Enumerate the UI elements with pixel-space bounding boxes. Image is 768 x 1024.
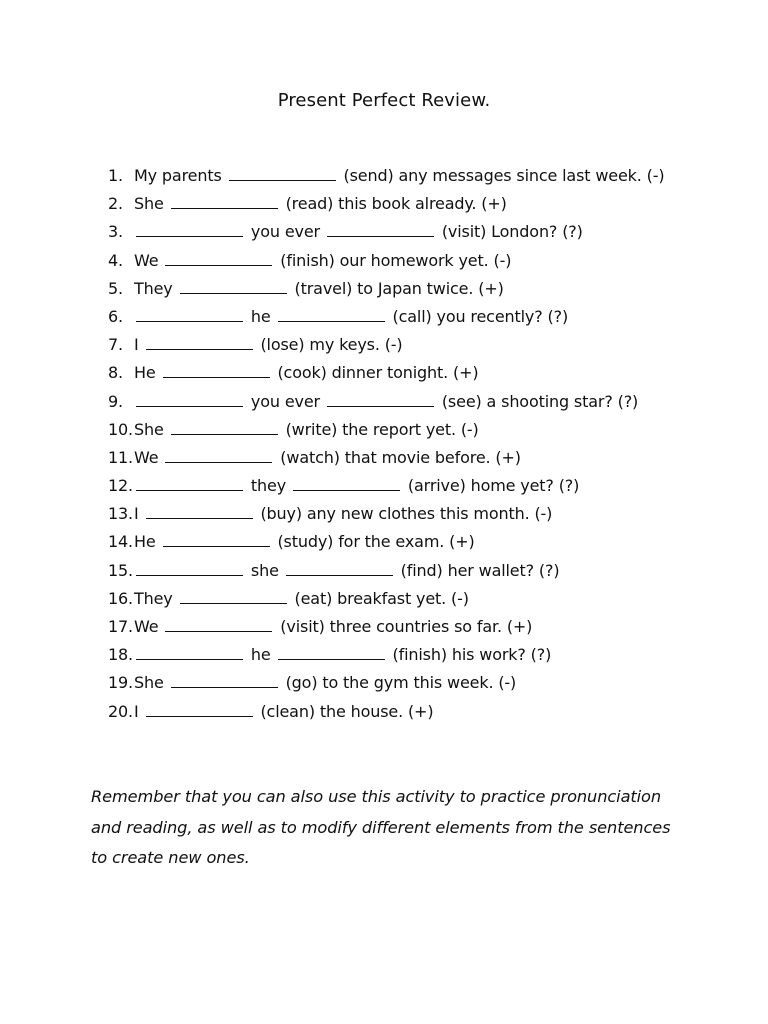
exercise-item [108,362,664,390]
sentence-text: She [134,194,169,214]
exercise-item [108,334,664,362]
sentence-text: (find) her wallet? (?) [395,560,560,580]
sentence-text: (write) the report yet. (-) [280,419,479,439]
answer-blank [171,674,278,688]
exercise-number: 17. [108,617,133,636]
answer-blank [163,364,270,378]
exercise-number: 19. [108,673,133,693]
exercise-number: 2. [108,194,123,214]
sentence-text: They [134,588,178,608]
exercise-number: 11. [108,447,133,467]
answer-blank [165,252,272,266]
answer-blank [180,590,287,604]
exercise-number: 5. [108,278,123,298]
exercise-number: 6. [108,306,123,326]
answer-blank [136,223,243,237]
sentence-text: they [246,476,291,496]
answer-blank [171,421,278,435]
sentence-text: I [134,335,144,355]
sentence-text: (watch) that movie before. (+) [275,447,521,467]
exercise-number: 16. [108,588,133,608]
exercise-item [108,221,664,249]
exercise-item [108,306,664,334]
sentence-text: (visit) London? (?) [436,222,583,242]
exercise-number: 13. [108,504,133,524]
exercise-list [108,165,664,729]
exercise-item [108,588,664,616]
exercise-number: 20. [108,701,133,721]
exercise-item [108,391,664,419]
exercise-number: 15. [108,560,133,580]
answer-blank [146,336,253,350]
exercise-number: 12. [108,476,133,496]
answer-blank [180,280,287,294]
answer-blank [171,195,278,209]
exercise-number: 1. [108,166,123,185]
answer-blank [278,308,385,322]
sentence-text: (study) for the exam. (+) [272,532,475,552]
exercise-item [108,193,664,221]
exercise-number: 10. [108,419,133,439]
sentence-text: They [134,278,178,298]
sentence-text: (cook) dinner tonight. (+) [272,363,479,383]
sentence-text: (clean) the house. (+) [255,701,434,721]
exercise-item [108,419,664,447]
sentence-text: he [246,306,276,326]
exercise-item [108,278,664,306]
exercise-number: 4. [108,250,123,270]
sentence-text: We [134,250,164,270]
exercise-item [108,672,664,700]
sentence-text: We [134,447,164,467]
sentence-text: She [134,419,169,439]
answer-blank [146,505,253,519]
answer-blank [146,703,253,717]
sentence-text: (read) this book already. (+) [280,194,507,214]
answer-blank [136,477,243,491]
sentence-text: We [134,617,164,636]
answer-blank [163,533,270,547]
page-title: Present Perfect Review. [277,90,491,111]
exercise-number: 14. [108,532,133,552]
answer-blank [136,308,243,322]
sentence-text: He [134,363,161,383]
sentence-text: My parents [134,166,227,185]
exercise-item [108,475,664,503]
sentence-text: (arrive) home yet? (?) [403,476,580,496]
answer-blank [293,477,400,491]
sentence-text: (see) a shooting star? (?) [436,391,639,411]
answer-blank [136,646,243,660]
answer-blank [136,562,243,576]
sentence-text: (call) you recently? (?) [387,306,569,326]
sentence-text: (finish) his work? (?) [387,645,552,665]
exercise-item [108,503,664,531]
sentence-text: (send) any messages since last week. (-) [338,166,665,185]
answer-blank [278,646,385,660]
answer-blank [229,167,336,181]
exercise-item [108,560,664,588]
answer-blank [327,223,434,237]
exercise-item [108,250,664,278]
sentence-text: she [246,560,284,580]
sentence-text: he [246,645,276,665]
sentence-text: you ever [246,222,325,242]
sentence-text: I [134,701,144,721]
answer-blank [286,562,393,576]
exercise-number: 18. [108,645,133,665]
sentence-text: (finish) our homework yet. (-) [275,250,512,270]
footer-note: Remember that you can also use this activity to practice pronunciation and reading, as well as to modify different elements from the sentences to create new ones. [91,787,671,867]
exercise-item [108,616,664,644]
sentence-text: She [134,673,169,693]
exercise-number: 9. [108,391,123,411]
exercise-item [108,447,664,475]
exercise-number: 3. [108,222,123,242]
exercise-item [108,701,664,729]
sentence-text: (eat) breakfast yet. (-) [289,588,469,608]
sentence-text: (lose) my keys. (-) [255,335,403,355]
sentence-text: (buy) any new clothes this month. (-) [255,504,553,524]
exercise-item [108,644,664,672]
exercise-number: 8. [108,363,123,383]
sentence-text: (travel) to Japan twice. (+) [289,278,504,298]
answer-blank [136,393,243,407]
sentence-text: you ever [246,391,325,411]
sentence-text: He [134,532,161,552]
sentence-text: (visit) three countries so far. (+) [275,617,533,636]
exercise-item [108,531,664,559]
answer-blank [165,618,272,632]
sentence-text: I [134,504,144,524]
exercise-item [108,165,664,193]
answer-blank [165,449,272,463]
sentence-text: (go) to the gym this week. (-) [280,673,517,693]
answer-blank [327,393,434,407]
exercise-number: 7. [108,335,123,355]
